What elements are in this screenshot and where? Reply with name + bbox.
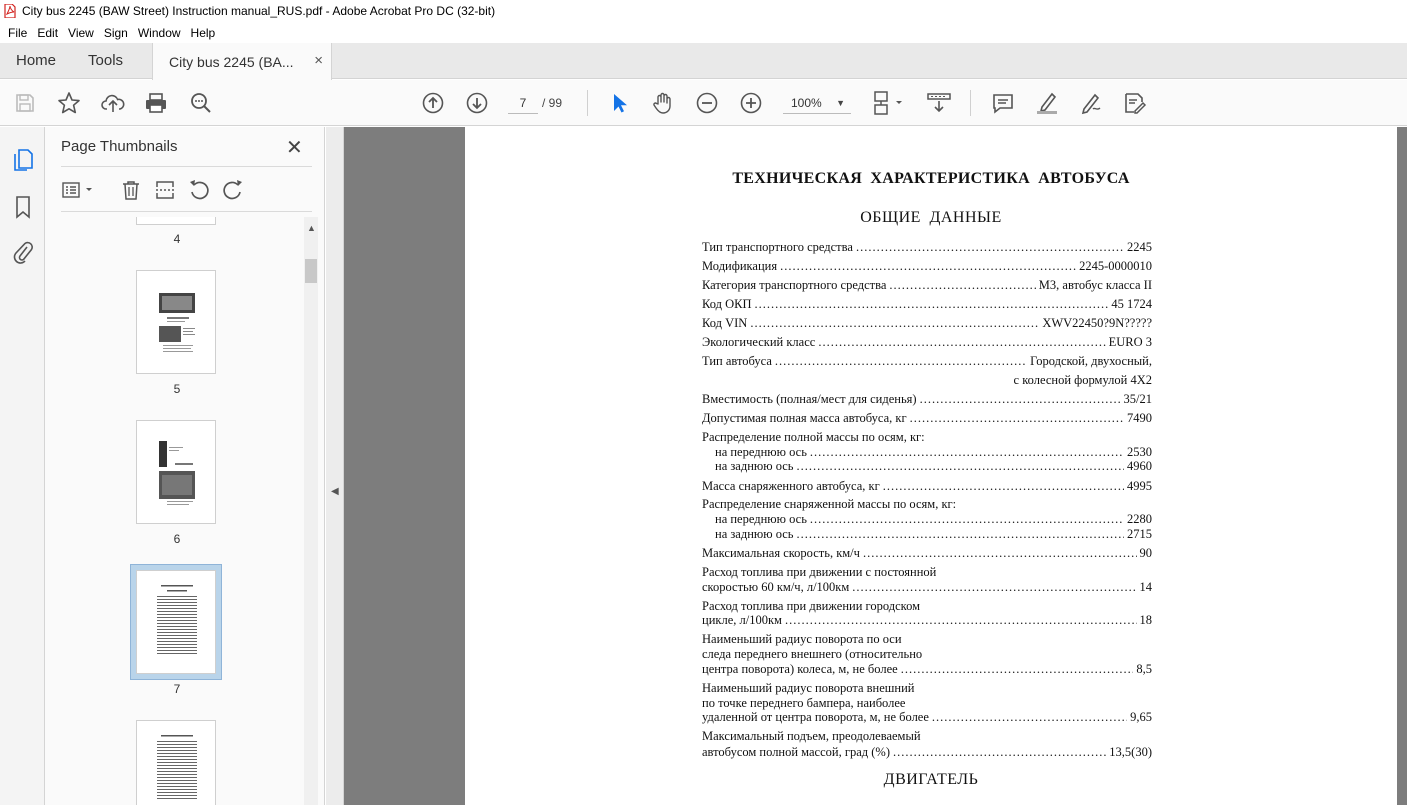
spec-value: 4995	[1127, 479, 1152, 493]
spec-label: Масса снаряженного автобуса, кг	[702, 479, 880, 493]
toolbar-divider	[970, 90, 971, 116]
spec-label: на переднюю ось	[715, 445, 807, 459]
spec-row	[702, 479, 1152, 494]
spec-label: Расход топлива при движении с постоянной	[702, 565, 937, 579]
spec-row	[702, 316, 1152, 331]
chevron-down-icon: ▼	[836, 98, 845, 108]
spec-row	[702, 729, 1152, 744]
dot-leader	[863, 546, 1137, 561]
cloud-upload-icon[interactable]	[100, 90, 126, 116]
spec-label: автобусом полной массой, град (%)	[702, 745, 890, 759]
spec-label: на заднюю ось	[715, 459, 794, 473]
rotate-counterclockwise-icon[interactable]	[187, 178, 211, 202]
spec-value: 45 1724	[1111, 297, 1152, 311]
dot-leader	[785, 613, 1137, 628]
menu-edit[interactable]: Edit	[37, 25, 59, 40]
menu-view[interactable]: View	[68, 25, 94, 40]
spec-row	[702, 240, 1152, 255]
dot-leader	[883, 479, 1124, 494]
spec-value: 4960	[1127, 459, 1152, 473]
zoom-level-select[interactable]	[783, 92, 851, 114]
spec-row	[702, 599, 1152, 614]
dot-leader	[750, 316, 1039, 331]
previous-page-icon[interactable]	[420, 90, 446, 116]
print-icon[interactable]	[143, 90, 169, 116]
dot-leader	[910, 411, 1124, 426]
fit-page-icon[interactable]	[872, 90, 906, 116]
menu-sign[interactable]: Sign	[103, 25, 128, 40]
spec-row	[702, 681, 1152, 696]
hand-tool-icon[interactable]	[650, 90, 676, 116]
thumbnail-label: 5	[173, 382, 181, 396]
dot-leader	[901, 662, 1134, 677]
attachment-icon[interactable]	[11, 240, 35, 264]
page-thumbnail[interactable]	[136, 420, 216, 524]
dot-leader	[810, 445, 1124, 460]
spec-value: 2280	[1127, 512, 1152, 526]
page-thumbnail-selected[interactable]	[136, 570, 216, 674]
spec-row	[702, 696, 1152, 711]
spec-row	[702, 662, 1152, 677]
spec-row	[702, 497, 1152, 512]
page-thumbnail[interactable]	[136, 270, 216, 374]
thumbnail-list	[45, 217, 303, 805]
spec-row	[702, 647, 1152, 662]
spec-row	[702, 613, 1152, 628]
spec-row	[702, 745, 1152, 760]
spec-label: удаленной от центра поворота, м, не более	[702, 710, 929, 724]
acrobat-pdf-icon	[4, 4, 16, 18]
page-thumbnails-panel	[45, 127, 325, 805]
options-menu-icon[interactable]	[61, 178, 95, 202]
bookmark-icon[interactable]	[11, 195, 35, 219]
spec-value: 18	[1139, 613, 1152, 627]
page-heading: ТЕХНИЧЕСКАЯ ХАРАКТЕРИСТИКА АВТОБУСА	[732, 170, 1130, 187]
dot-leader	[775, 354, 1027, 369]
spec-value: 7490	[1127, 411, 1152, 425]
dot-leader	[852, 580, 1136, 595]
spec-row	[702, 278, 1152, 293]
spec-row	[702, 527, 1152, 542]
next-page-icon[interactable]	[464, 90, 490, 116]
menu-bar	[0, 22, 1407, 43]
scroll-up-icon[interactable]: ▲	[307, 223, 316, 233]
tab-home[interactable]: Home	[16, 52, 57, 69]
close-panel-icon[interactable]: ✕	[286, 137, 303, 159]
spec-row	[702, 512, 1152, 527]
title-bar	[0, 0, 1407, 22]
page-number-input[interactable]: 7	[508, 92, 538, 114]
spec-row	[702, 297, 1152, 312]
spec-row	[702, 710, 1152, 725]
spec-value: 13,5(30)	[1109, 745, 1152, 759]
spec-row	[702, 430, 1152, 445]
spec-label: скоростью 60 км/ч, л/100км	[702, 580, 850, 594]
spec-label: Тип транспортного средства	[702, 240, 853, 254]
spec-row	[702, 546, 1152, 561]
spec-label: центра поворота) колеса, м, не более	[702, 662, 898, 676]
dot-leader	[797, 527, 1124, 542]
select-cursor-icon[interactable]	[606, 90, 632, 116]
menu-file[interactable]: File	[8, 25, 28, 40]
dot-leader	[810, 512, 1124, 527]
page-thumbnail[interactable]	[136, 217, 216, 225]
spec-value: 9,65	[1130, 710, 1152, 724]
window-title: City bus 2245 (BAW Street) Instruction manual_RUS.pdf - Adobe Acrobat Pro DC (32-bit)	[22, 4, 496, 18]
menu-window[interactable]: Window	[137, 25, 181, 40]
spec-label: Допустимая полная масса автобуса, кг	[702, 411, 907, 425]
spec-label: Распределение снаряженной массы по осям, кг:	[702, 497, 957, 511]
spec-label: по точке переднего бампера, наиболее	[702, 696, 906, 710]
spec-label: Наименьший радиус поворота по оси	[702, 632, 902, 646]
collapse-arrow-icon: ◀	[331, 486, 339, 497]
close-tab-icon[interactable]: ×	[314, 52, 324, 69]
spec-label: Вместимость (полная/мест для сиденья)	[702, 392, 917, 406]
extract-pages-icon[interactable]	[153, 178, 177, 202]
spec-value: 2245	[1127, 240, 1152, 254]
dot-leader	[797, 459, 1124, 474]
spec-value: EURO 3	[1108, 335, 1152, 349]
spec-label: Распределение полной массы по осям, кг:	[702, 430, 925, 444]
scrolling-mode-icon[interactable]	[926, 90, 952, 116]
spec-row	[702, 335, 1152, 350]
spec-label: Максимальная скорость, км/ч	[702, 546, 860, 560]
tab-document-label: City bus 2245 (BA...	[169, 53, 294, 70]
thumbnail-label: 6	[173, 532, 181, 546]
spec-label: Код VIN	[702, 316, 748, 330]
spec-value: 2530	[1127, 445, 1152, 459]
spec-row	[702, 632, 1152, 647]
spec-label: Тип автобуса	[702, 354, 772, 368]
spec-label: следа переднего внешнего (относительно	[702, 647, 923, 661]
pdf-page	[465, 127, 1397, 805]
spec-value: 90	[1139, 546, 1152, 560]
spec-label: Экологический класс	[702, 335, 816, 349]
dot-leader	[780, 259, 1076, 274]
spec-value: 35/21	[1123, 392, 1152, 406]
spec-label: Расход топлива при движении городском	[702, 599, 920, 613]
panel-title: Page Thumbnails	[61, 138, 178, 155]
tab-bar	[0, 43, 1407, 79]
thumbnail-scrollbar[interactable]	[304, 217, 318, 805]
dot-leader	[920, 392, 1121, 407]
spec-value: 2715	[1127, 527, 1152, 541]
spec-value: 8,5	[1136, 662, 1152, 676]
spec-value: 14	[1139, 580, 1152, 594]
toolbar-divider	[587, 90, 588, 116]
dot-leader	[818, 335, 1105, 350]
section-heading-general: ОБЩИЕ ДАННЫЕ	[860, 209, 1002, 226]
spec-label: Наименьший радиус поворота внешний	[702, 681, 915, 695]
dot-leader	[893, 745, 1106, 760]
page-total: / 99	[542, 96, 563, 110]
thumbnail-label: 4	[173, 232, 181, 246]
section-heading-engine: ДВИГАТЕЛЬ	[883, 771, 979, 788]
left-navigation-rail	[0, 127, 45, 805]
tab-tools[interactable]: Tools	[88, 52, 124, 69]
toolbar	[0, 80, 1407, 126]
comment-icon[interactable]	[990, 90, 1016, 116]
highlight-pen-icon[interactable]	[1034, 90, 1060, 116]
fill-sign-icon[interactable]	[1122, 90, 1148, 116]
star-icon[interactable]	[56, 90, 82, 116]
rotate-clockwise-icon[interactable]	[221, 178, 245, 202]
dot-leader	[889, 278, 1035, 293]
spec-row	[702, 459, 1152, 474]
spec-value: XWV22450?9N?????	[1042, 316, 1152, 330]
spec-value: М3, автобус класса II	[1038, 278, 1152, 292]
menu-help[interactable]: Help	[190, 25, 216, 40]
thumbnail-label: 7	[173, 682, 181, 696]
spec-label: Код ОКП	[702, 297, 752, 311]
save-icon[interactable]	[12, 90, 38, 116]
spec-label: Категория транспортного средства	[702, 278, 887, 292]
dot-leader	[754, 297, 1108, 312]
zoom-level-value: 100%	[791, 96, 822, 110]
spec-row	[702, 580, 1152, 595]
spec-label: на переднюю ось	[715, 512, 807, 526]
panel-divider	[61, 211, 312, 212]
spec-row	[702, 565, 1152, 580]
tab-document[interactable]	[152, 43, 332, 80]
delete-icon[interactable]	[119, 178, 143, 202]
spec-row	[702, 259, 1152, 274]
panel-divider	[61, 166, 312, 167]
zoom-in-icon[interactable]	[738, 90, 764, 116]
spec-label: Максимальный подъем, преодолеваемый	[702, 729, 921, 743]
dot-leader	[932, 710, 1127, 725]
spec-row	[702, 411, 1152, 426]
page-thumbnail[interactable]	[136, 720, 216, 805]
spec-label: на заднюю ось	[715, 527, 794, 541]
spec-row	[702, 354, 1152, 369]
collapse-panel-handle[interactable]	[326, 127, 344, 805]
page-thumbnails-icon[interactable]	[11, 148, 35, 172]
spec-label: Модификация	[702, 259, 778, 273]
draw-pen-icon[interactable]	[1078, 90, 1104, 116]
spec-row	[702, 392, 1152, 407]
spec-value: 2245-0000010	[1079, 259, 1152, 273]
scrollbar-thumb[interactable]	[305, 259, 317, 283]
dot-leader	[856, 240, 1124, 255]
spec-label: цикле, л/100км	[702, 613, 782, 627]
zoom-out-icon[interactable]	[694, 90, 720, 116]
search-icon[interactable]	[188, 90, 214, 116]
spec-value: Городской, двухосный,	[1030, 354, 1152, 368]
spec-value: с колесной формулой 4Х2	[1013, 373, 1152, 387]
spec-row	[702, 445, 1152, 460]
